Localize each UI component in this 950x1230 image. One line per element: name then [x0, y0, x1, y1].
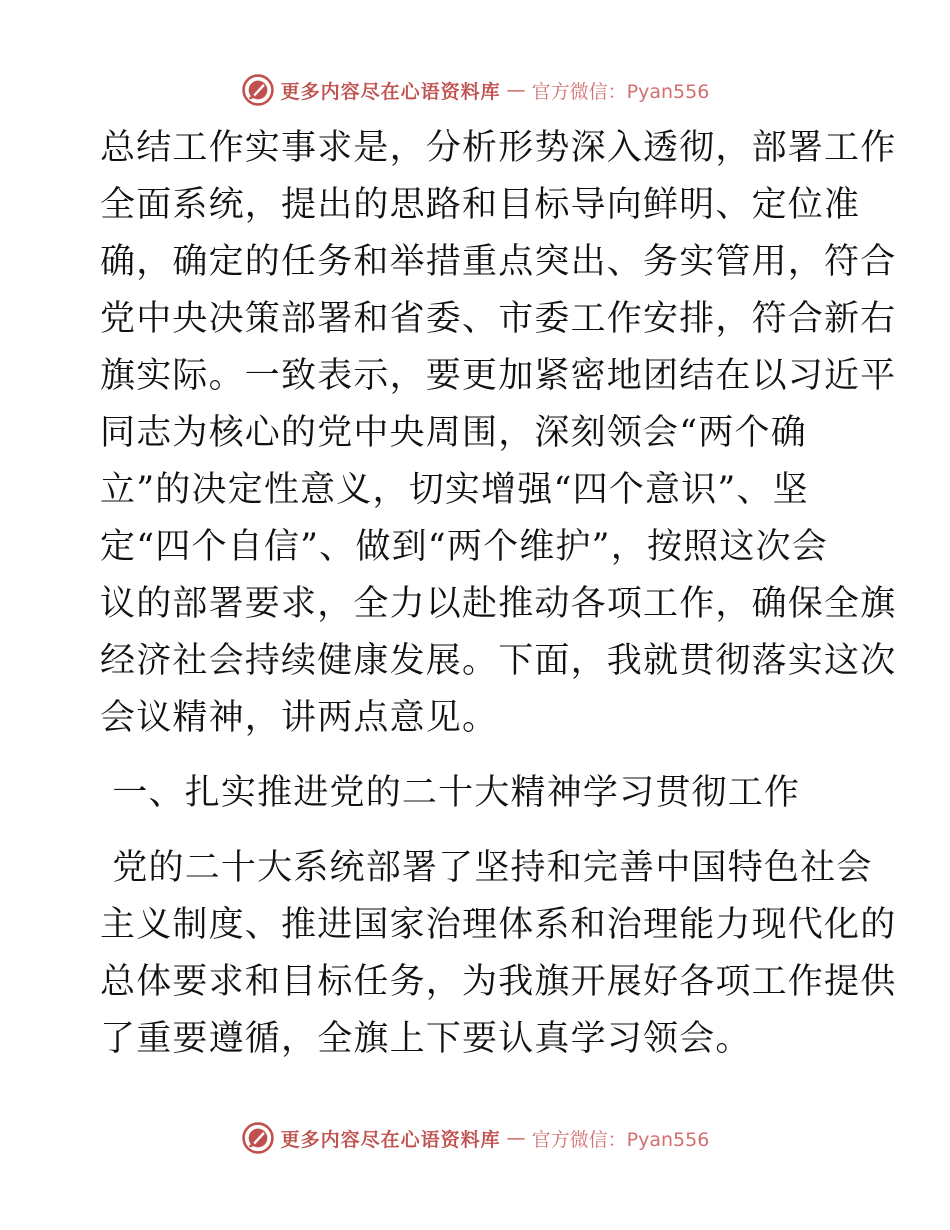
text-line: 会议精神，讲两点意见。 — [100, 698, 499, 738]
document-body — [100, 120, 897, 1068]
watermark-site: 更多内容尽在心语资料库 — [280, 80, 501, 103]
watermark-site: 更多内容尽在心语资料库 — [280, 1128, 501, 1151]
text-line: 党的二十大系统部署了坚持和完善中国特色社会 — [100, 848, 873, 888]
watermark-dash: — — [506, 1127, 526, 1149]
section-heading: 一、扎实推进党的二十大精神学习贯彻工作 — [100, 773, 801, 813]
text-line: 旗实际。一致表示，要更加紧密地团结在以习近平 — [100, 356, 897, 396]
watermark-wechat: 官方微信：Pyan556 — [531, 80, 710, 103]
seal-logo-icon — [241, 73, 275, 107]
text-line: 全面系统，提出的思路和目标导向鲜明、定位准 — [100, 185, 861, 225]
text-line: 经济社会持续健康发展。下面，我就贯彻落实这次 — [100, 641, 897, 681]
text-line: 定“四个自信”、做到“两个维护”，按照这次会 — [100, 527, 828, 567]
text-line: 党中央决策部署和省委、市委工作安排，符合新右 — [100, 299, 897, 339]
header-watermark — [0, 72, 950, 108]
text-line: 总结工作实事求是，分析形势深入透彻，部署工作 — [100, 128, 897, 168]
text-line: 议的部署要求，全力以赴推动各项工作，确保全旗 — [100, 584, 897, 624]
text-line: 主义制度、推进国家治理体系和治理能力现代化的 — [100, 905, 897, 945]
paragraph-2 — [100, 840, 897, 1068]
text-line: 同志为核心的党中央周围，深刻领会“两个确 — [100, 413, 807, 453]
text-line: 确，确定的任务和举措重点突出、务实管用，符合 — [100, 242, 897, 282]
text-line: 了重要遵循，全旗上下要认真学习领会。 — [100, 1019, 752, 1059]
text-line: 立”的决定性意义，切实增强“四个意识”、坚 — [100, 470, 809, 510]
paragraph-1 — [100, 120, 897, 747]
watermark-wechat: 官方微信：Pyan556 — [531, 1128, 710, 1151]
seal-logo-icon — [241, 1121, 275, 1155]
text-line: 总体要求和目标任务，为我旗开展好各项工作提供 — [100, 962, 897, 1002]
watermark-dash: — — [506, 79, 526, 101]
footer-watermark — [0, 1120, 950, 1156]
